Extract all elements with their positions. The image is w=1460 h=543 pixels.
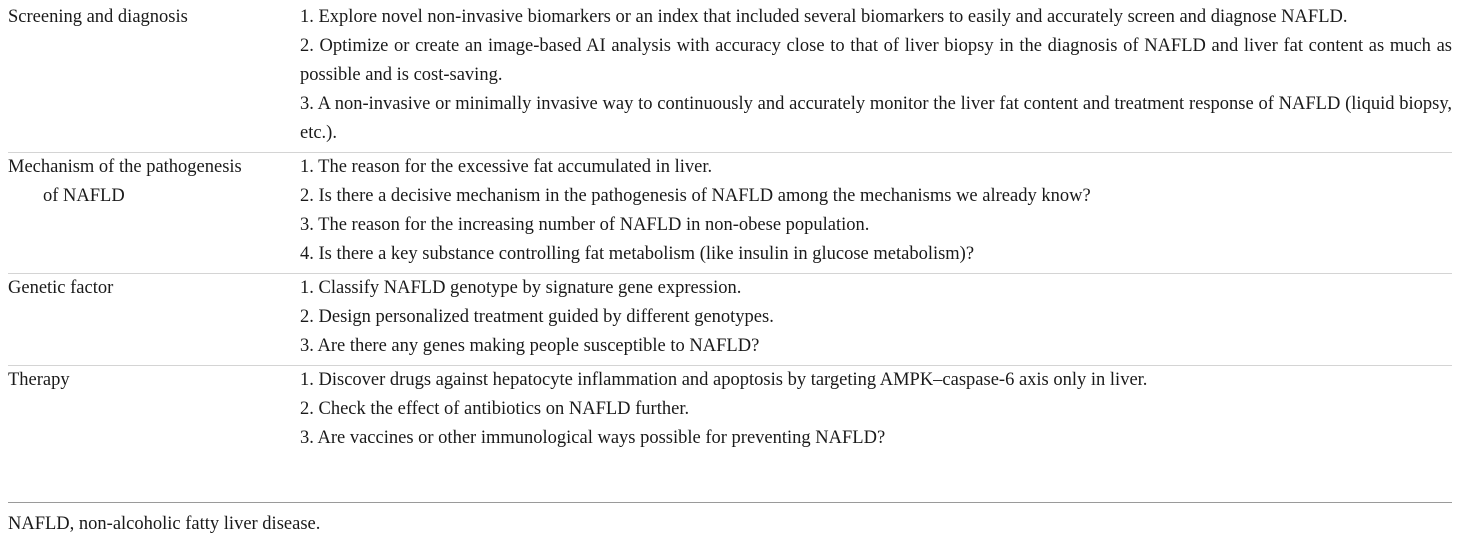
list-item: 3. Are there any genes making people susceptible to NAFLD? [300,336,760,356]
table-footnote: NAFLD, non-alcoholic fatty liver disease. [8,514,321,534]
row-topic-line2: of NAFLD [43,186,125,206]
row-items [300,3,1452,148]
list-item: 2. Check the effect of antibiotics on NAFLD further. [300,399,690,419]
table-row [8,152,1452,273]
list-item: 3. Are vaccines or other immunological ways possible for preventing NAFLD? [300,428,886,448]
footnote-divider [8,502,1452,503]
table-row [8,3,1452,152]
row-items [300,274,1452,361]
list-item: 1. Explore novel non-invasive biomarkers or an index that included several biomarkers to easily and accurately screen and diagnose NAFLD. [300,7,1348,27]
list-item: 3. A non-invasive or minimally invasive way to continuously and accurately monitor the liver fat content and treatment response of NAFLD (liquid biopsy, etc.). [300,94,1452,143]
list-item: 1. The reason for the excessive fat accumulated in liver. [300,157,713,177]
list-item: 1. Classify NAFLD genotype by signature gene expression. [300,278,742,298]
row-topic [8,153,300,269]
list-item: 2. Design personalized treatment guided by different genotypes. [300,307,774,327]
row-topic: Therapy [8,370,70,390]
list-item: 2. Optimize or create an image-based AI analysis with accuracy close to that of liver biopsy in the diagnosis of NAFLD and liver fat content as much as possible and is cost-saving. [300,36,1452,85]
list-item: 4. Is there a key substance controlling fat metabolism (like insulin in glucose metabolism)? [300,244,975,264]
table-row [8,273,1452,365]
list-item: 2. Is there a decisive mechanism in the pathogenesis of NAFLD among the mechanisms we already know? [300,186,1091,206]
list-item: 1. Discover drugs against hepatocyte inflammation and apoptosis by targeting AMPK–caspase-6 axis only in liver. [300,370,1148,390]
row-items [300,153,1452,269]
row-topic: Genetic factor [8,278,114,298]
row-topic: Screening and diagnosis [8,7,188,27]
row-items [300,366,1452,453]
list-item: 3. The reason for the increasing number of NAFLD in non-obese population. [300,215,870,235]
research-directions-table [8,3,1452,457]
row-topic-line1: Mechanism of the pathogenesis [8,157,242,177]
table-row [8,365,1452,457]
